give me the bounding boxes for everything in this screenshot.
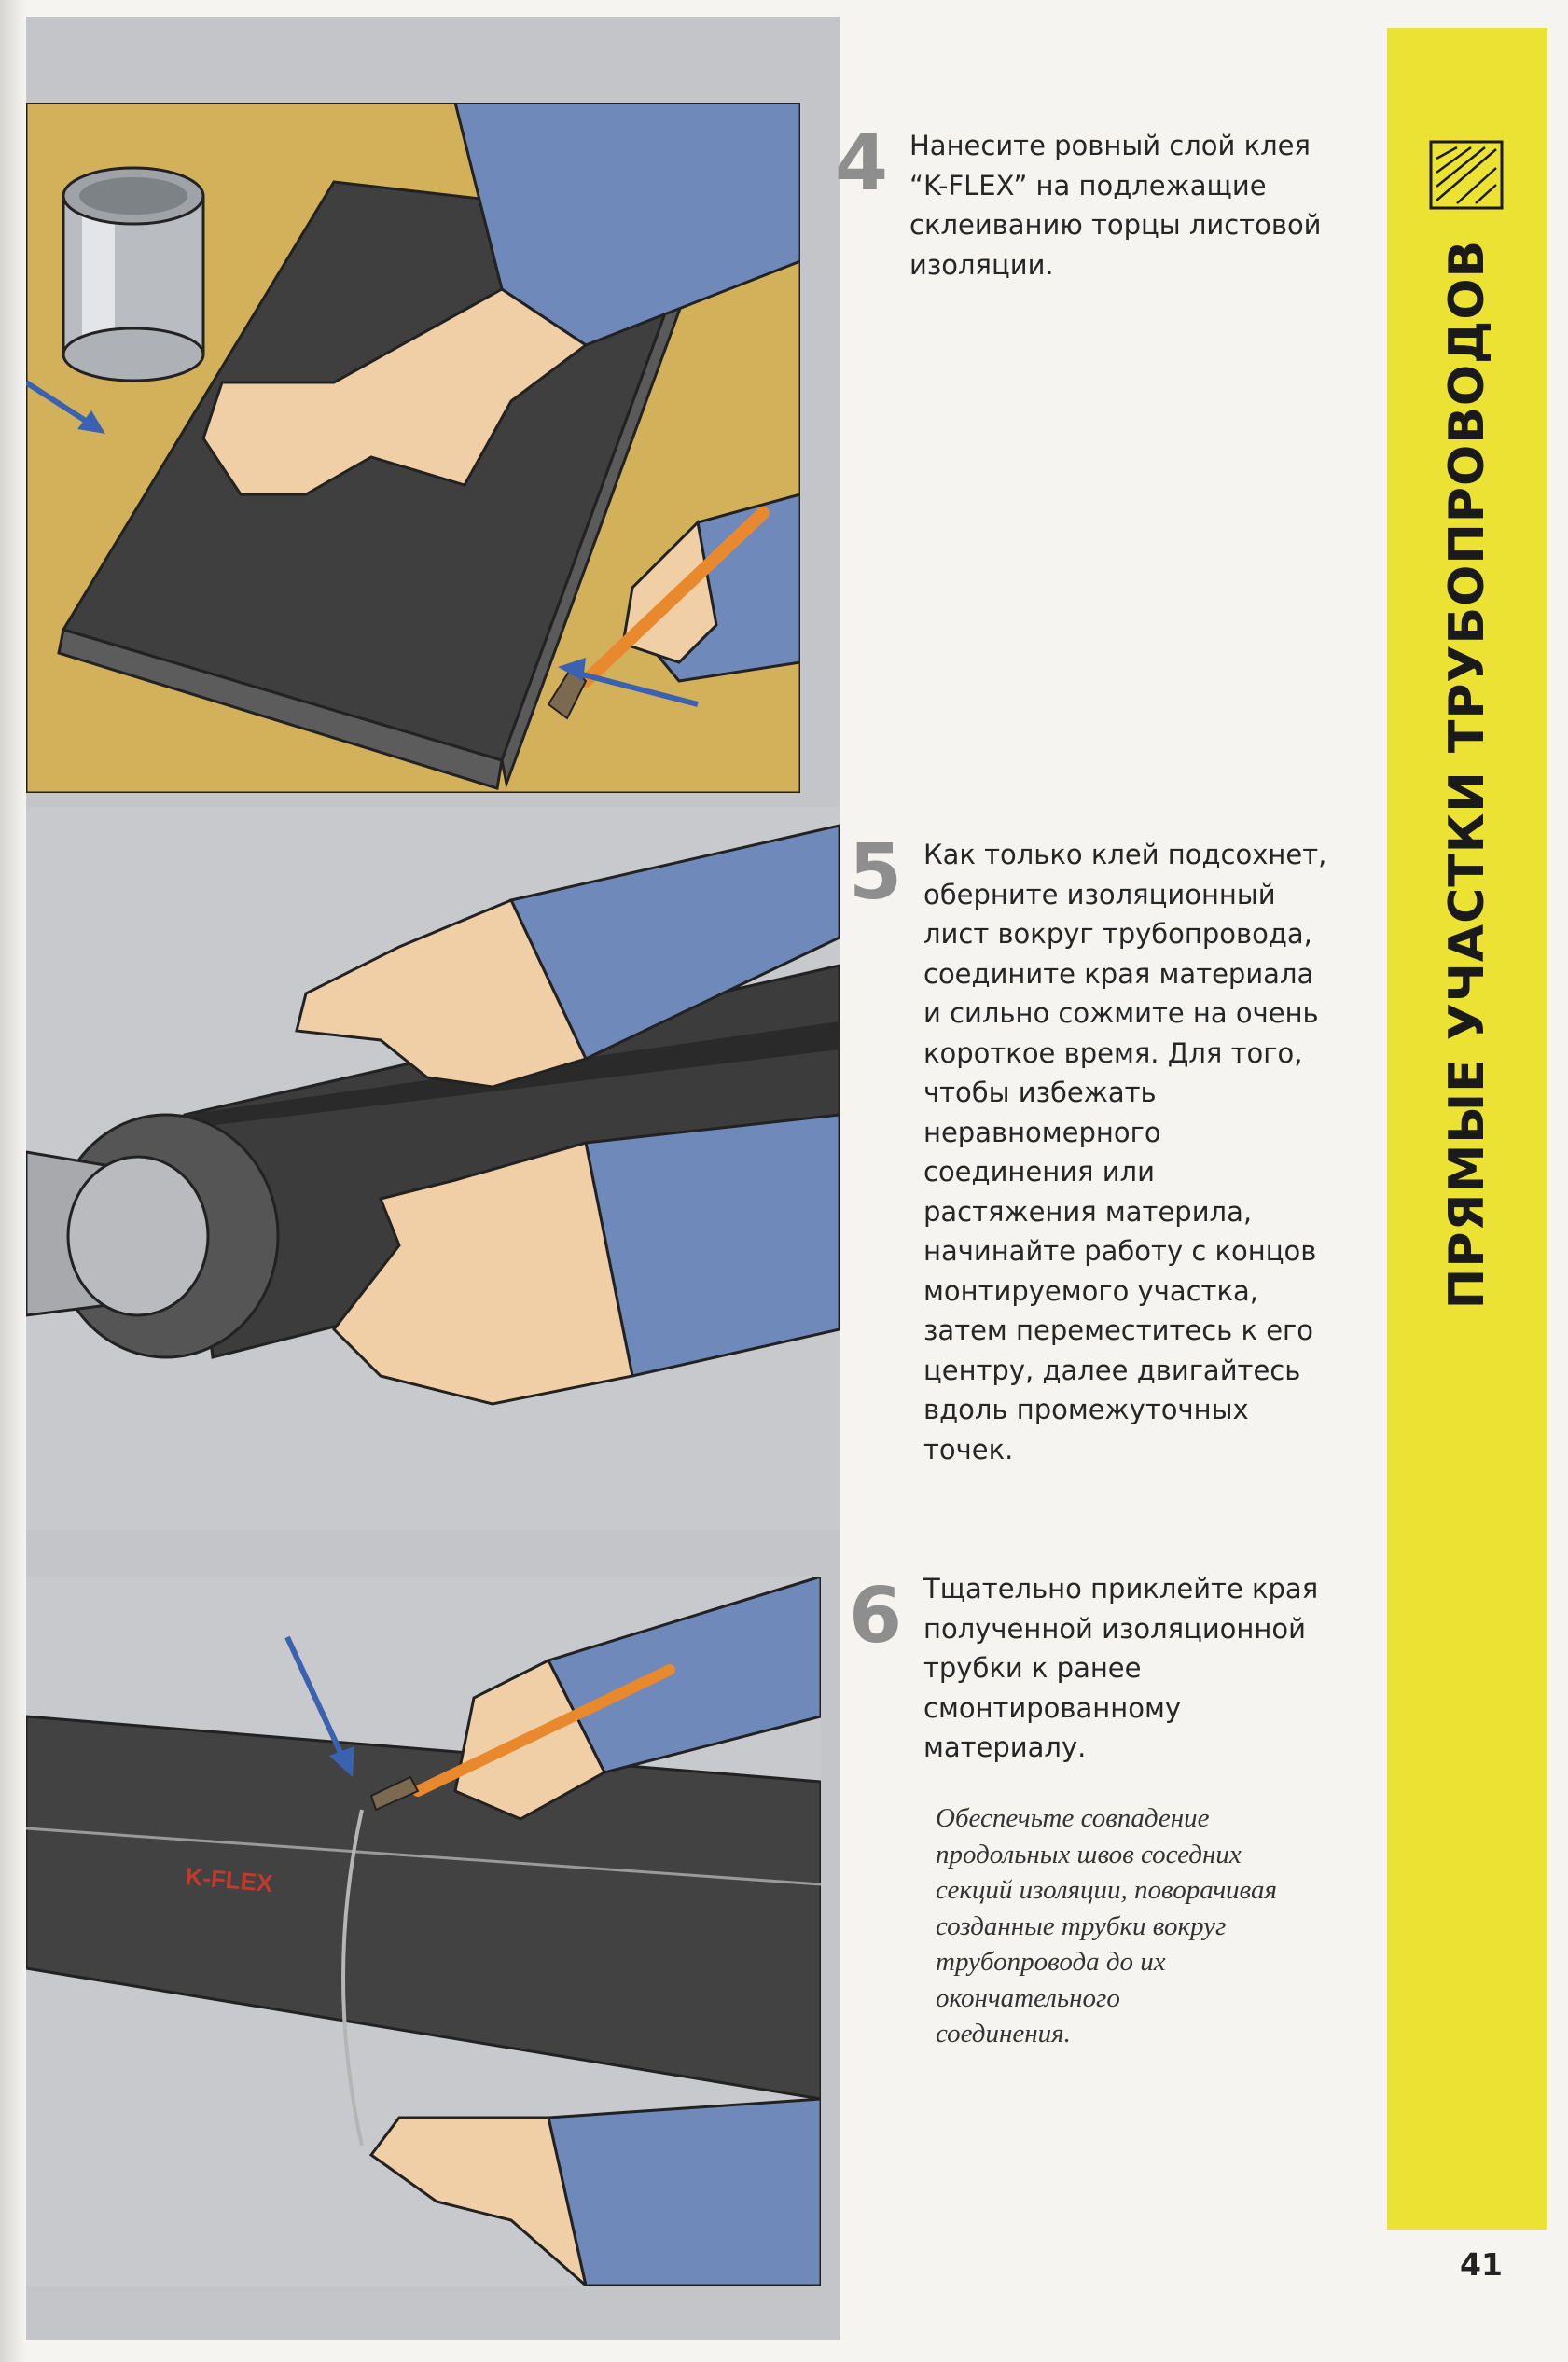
illustration-step-4-svg bbox=[26, 103, 800, 793]
step-number: 5 bbox=[849, 828, 903, 917]
section-sidebar bbox=[1387, 28, 1547, 2230]
step-number: 4 bbox=[835, 119, 889, 208]
step-text: Как только клей подсохнет, оберните изоляционный лист вокруг трубопровода, соедините края материала и сильно сожмите на очень короткое время. Для того, чтобы избежать неравномерного соединения или растяжения материла, начинайте работу с концов монтируемого участка, затем переместитесь к его центру, далее двигайтесь вдоль промежуточных точек. bbox=[923, 839, 1327, 1466]
step-text: Тщательно приклейте края полученной изоляционной трубки к ранее смонтированному материалу. bbox=[923, 1573, 1319, 1763]
illustration-step-5 bbox=[26, 807, 840, 1530]
italic-note: Обеспечьте совпадение продольных швов соседних секций изоляции, поворачивая созданные трубки вокруг трубопровода до их окончательного соединения. bbox=[936, 1803, 1278, 2049]
section-title: ПРЯМЫЕ УЧАСТКИ ТРУБОПРОВОДОВ bbox=[1439, 239, 1495, 1310]
illustration-step-5-svg bbox=[26, 807, 840, 1530]
glue-can-icon bbox=[63, 168, 203, 381]
step-number: 6 bbox=[849, 1572, 903, 1660]
page-number: 41 bbox=[1460, 2246, 1503, 2283]
illustration-step-4 bbox=[26, 103, 800, 793]
k-flex-label: K-FLEX bbox=[184, 1862, 274, 1898]
illustration-step-6 bbox=[26, 1577, 821, 2286]
step-text: Нанесите ровный слой клея “K-FLEX” на подлежащие склеиванию торцы листовой изоляции. bbox=[909, 130, 1322, 281]
page-fold bbox=[0, 0, 26, 2362]
illustration-step-6-svg bbox=[26, 1577, 821, 2286]
k-flex-logo-icon bbox=[1429, 140, 1504, 210]
